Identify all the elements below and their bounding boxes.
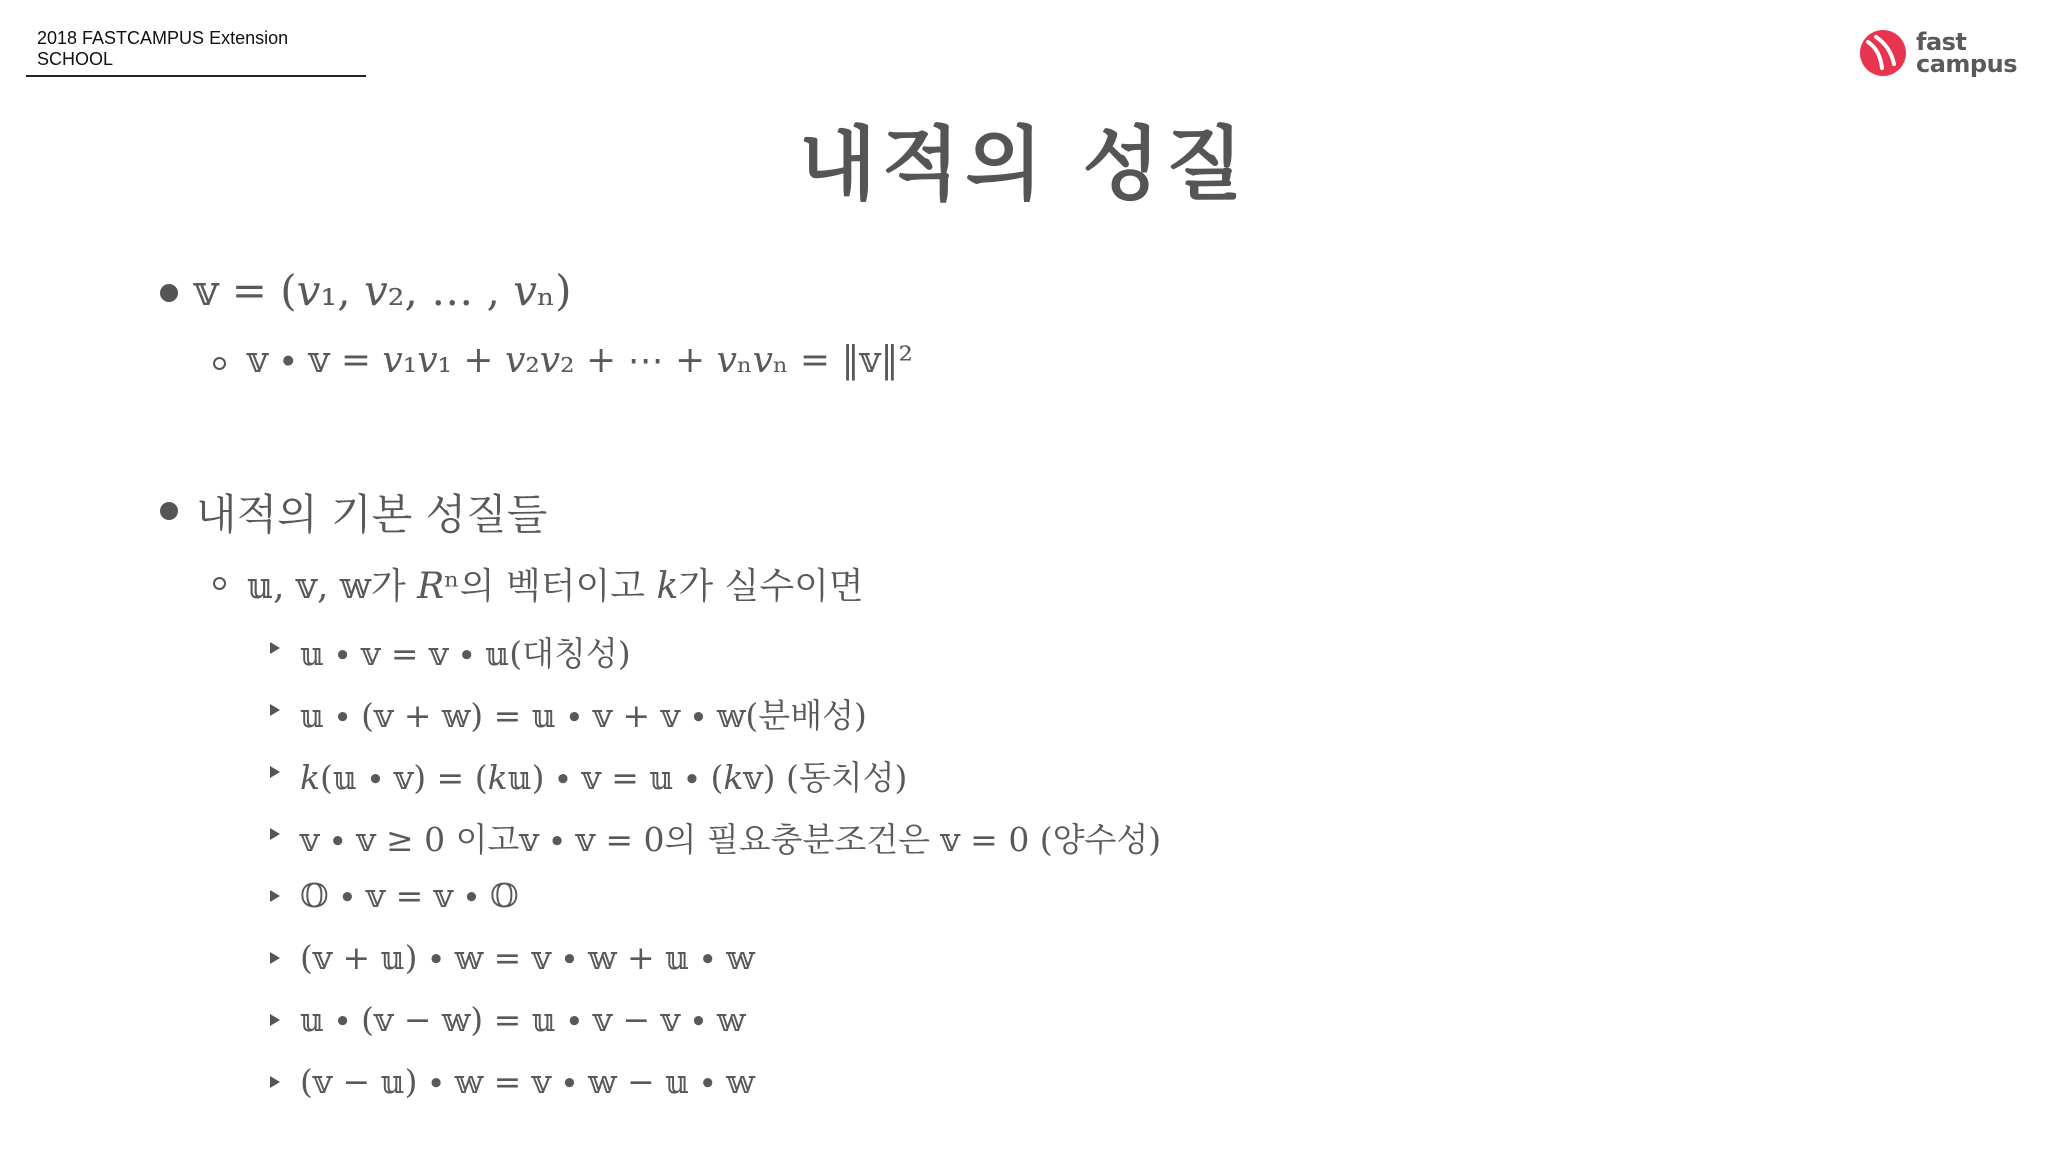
school-header-text: 2018 FASTCAMPUS Extension SCHOOL [37,28,289,69]
sub-bullet-circle [213,357,226,370]
item-sum-dot: (𝕧 + 𝕦) ∙ 𝕨 = 𝕧 ∙ 𝕨 + 𝕦 ∙ 𝕨 [300,938,755,977]
logo-wordmark [1916,28,2017,78]
item-arrow [270,766,280,778]
sub-bullet-vectors-condition: 𝕦, 𝕧, 𝕨가 𝑅ⁿ의 벡터이고 𝑘가 실수이면 [247,566,864,607]
item-arrow [270,890,280,902]
item-zero-vector: 𝕆 ∙ 𝕧 = 𝕧 ∙ 𝕆 [300,876,519,915]
item-arrow [270,1014,280,1026]
fastcampus-logo [1858,28,2017,78]
bullet-dot [160,284,178,302]
item-difference-dot-right: 𝕦 ∙ (𝕧 − 𝕨) = 𝕦 ∙ 𝕧 − 𝕧 ∙ 𝕨 [300,1000,746,1039]
item-arrow [270,828,280,840]
sub-bullet-circle [213,577,226,590]
logo-line1: fast [1916,28,1967,56]
item-distributivity: 𝕦 ∙ (𝕧 + 𝕨) = 𝕦 ∙ 𝕧 + 𝕧 ∙ 𝕨(분배성) [300,696,867,735]
item-difference-dot-left: (𝕧 − 𝕦) ∙ 𝕨 = 𝕧 ∙ 𝕨 − 𝕦 ∙ 𝕨 [300,1062,755,1101]
item-arrow [270,642,280,654]
item-positivity: 𝕧 ∙ 𝕧 ≥ 0 이고𝕧 ∙ 𝕧 = 0의 필요충분조건은 𝕧 = 0 (양수성) [300,820,1162,859]
sub-bullet-self-dot-product: 𝕧 ∙ 𝕧 = 𝑣₁𝑣₁ + 𝑣₂𝑣₂ + ⋯ + 𝑣ₙ𝑣ₙ = ‖𝕧‖² [247,340,913,381]
item-symmetry: 𝕦 ∙ 𝕧 = 𝕧 ∙ 𝕦(대칭성) [300,634,631,673]
item-arrow [270,704,280,716]
item-arrow [270,952,280,964]
bullet-vector-definition: 𝕧 = (𝑣₁, 𝑣₂, … , 𝑣ₙ) [194,266,572,315]
school-header-tag [26,28,366,77]
slide-title: 내적의 성질 [798,118,1250,211]
bullet-basic-properties: 내적의 기본 성질들 [196,490,548,539]
logo-line2: campus [1916,50,2017,78]
item-arrow [270,1076,280,1088]
fastcampus-logo-icon [1858,28,1908,78]
item-homogeneity: 𝑘(𝕦 ∙ 𝕧) = (𝑘𝕦) ∙ 𝕧 = 𝕦 ∙ (𝑘𝕧) (동치성) [300,758,908,797]
bullet-dot [160,502,178,520]
